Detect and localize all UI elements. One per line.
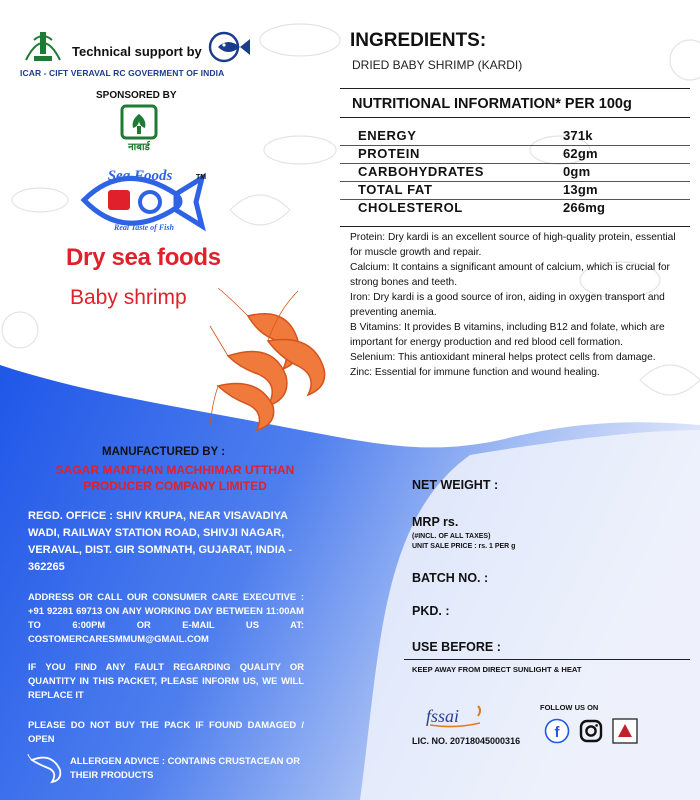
divider <box>340 88 690 89</box>
damaged-pack-notice: PLEASE DO NOT BUY THE PACK IF FOUND DAMAGED / OPEN <box>28 719 304 744</box>
product-title: Dry sea foods <box>66 244 221 271</box>
net-weight-label: NET WEIGHT : <box>412 478 499 492</box>
mrp-label: MRP rs. <box>412 515 459 529</box>
use-before-label: USE BEFORE : <box>412 640 501 654</box>
cift-logo <box>208 30 252 64</box>
mrp-notes <box>412 532 515 552</box>
nutrient-value: 371k <box>563 128 593 143</box>
registered-office-address: REGD. OFFICE : SHIV KRUPA, NEAR VISAVADIYA WADI, RAILWAY STATION ROAD, SHIVJI NAGAR, VERAVAL, DIST. GIR SOMNATH, GUJARAT, INDIA - 362265 <box>28 510 293 573</box>
benefit-text: Protein: Dry kardi is an excellent source of high-quality protein, essential for muscle growth and repair. <box>350 232 676 258</box>
fssai-license-number: LIC. NO. 20718045000316 <box>412 736 521 746</box>
ingredients-text: DRIED BABY SHRIMP (KARDI) <box>352 58 523 72</box>
nutrition-table <box>358 128 690 218</box>
facebook-icon[interactable] <box>544 718 570 744</box>
benefit-text: Zinc: Essential for immune function and wound healing. <box>350 367 600 378</box>
nutrition-row <box>358 146 690 164</box>
benefit-text: Calcium: It contains a significant amount of calcium, which is crucial for strong bones and teeth. <box>350 262 670 288</box>
nutrient-value: 0gm <box>563 164 591 179</box>
sponsored-by-label: SPONSORED BY <box>96 90 177 101</box>
nutrient-name: TOTAL FAT <box>358 182 433 197</box>
nutrition-row <box>358 182 690 200</box>
nutrition-row <box>358 128 690 146</box>
sea-foods-brand-logo <box>78 160 208 236</box>
technical-support-label: Technical support by <box>72 44 202 59</box>
nutrient-value: 266mg <box>563 200 606 215</box>
fault-notice: IF YOU FIND ANY FAULT REGARDING QUALITY OR QUANTITY IN THIS PACKET, PLEASE INFORM US, WE WILL REPLACE IT <box>28 661 304 700</box>
nutrient-name: PROTEIN <box>358 146 420 161</box>
youtube-icon[interactable] <box>612 718 638 744</box>
nutrient-name: CHOLESTEROL <box>358 200 463 215</box>
manufactured-by-label: MANUFACTURED BY : <box>102 446 226 458</box>
instagram-icon[interactable] <box>578 718 604 744</box>
trademark-symbol: TM <box>196 174 207 181</box>
product-subtitle: Baby shrimp <box>70 286 187 309</box>
storage-advice: KEEP AWAY FROM DIRECT SUNLIGHT & HEAT <box>412 665 582 674</box>
fssai-logo <box>424 702 488 728</box>
nutrition-benefits <box>350 230 690 380</box>
nutrition-heading: NUTRITIONAL INFORMATION* PER 100g <box>352 96 632 112</box>
divider <box>404 659 690 660</box>
packed-date-label: PKD. : <box>412 604 450 618</box>
svg-text:f: f <box>554 724 560 741</box>
batch-no-label: BATCH NO. : <box>412 571 489 585</box>
consumer-care-contact: ADDRESS OR CALL OUR CONSUMER CARE EXECUTIVE : +91 92281 69713 ON ANY WORKING DAY BETWEEN 11:00AM TO 6:00PM OR E-MAIL US AT: COSTOMERCARESMMUM@GMAIL.COM <box>28 591 304 644</box>
icar-logo <box>20 26 66 66</box>
benefit-text: Iron: Dry kardi is a good source of iron, aiding in oxygen transport and preventing anemia. <box>350 292 665 318</box>
follow-us-label: FOLLOW US ON <box>540 703 599 712</box>
company-name: SAGAR MANTHAN MACHHIMAR UTTHAN PRODUCER COMPANY LIMITED <box>55 463 295 493</box>
brand-tagline: Real Taste of Fish <box>114 223 174 232</box>
mrp-tax-note: (#INCL. OF ALL TAXES) <box>412 533 491 540</box>
nutrient-name: ENERGY <box>358 128 417 143</box>
ingredients-heading: INGREDIENTS: <box>350 30 487 51</box>
nabard-text: नाबार्ड <box>128 142 150 152</box>
nutrition-row <box>358 164 690 182</box>
unit-sale-price: UNIT SALE PRICE : rs. 1 PER g <box>412 543 516 550</box>
nutrient-value: 62gm <box>563 146 598 161</box>
divider <box>340 117 690 118</box>
nutrition-row <box>358 200 690 218</box>
brand-name: Sea Foods <box>107 168 173 184</box>
allergen-advice: ALLERGEN ADVICE : CONTAINS CRUSTACEAN OR THEIR PRODUCTS <box>70 755 301 780</box>
shrimp-allergen-icon <box>26 752 66 784</box>
nutrient-value: 13gm <box>563 182 598 197</box>
shrimp-image <box>208 286 348 436</box>
divider <box>340 226 690 227</box>
benefit-text: Selenium: This antioxidant mineral helps protect cells from damage. <box>350 352 656 363</box>
fssai-text: fssai <box>426 706 460 726</box>
icar-cift-line: ICAR - CIFT VERAVAL RC GOVERMENT OF INDIA <box>20 68 225 78</box>
nabard-logo <box>116 104 162 152</box>
nutrient-name: CARBOHYDRATES <box>358 164 485 179</box>
benefit-text: B Vitamins: It provides B vitamins, including B12 and folate, which are important for energy production and red blood cell formation. <box>350 322 665 348</box>
